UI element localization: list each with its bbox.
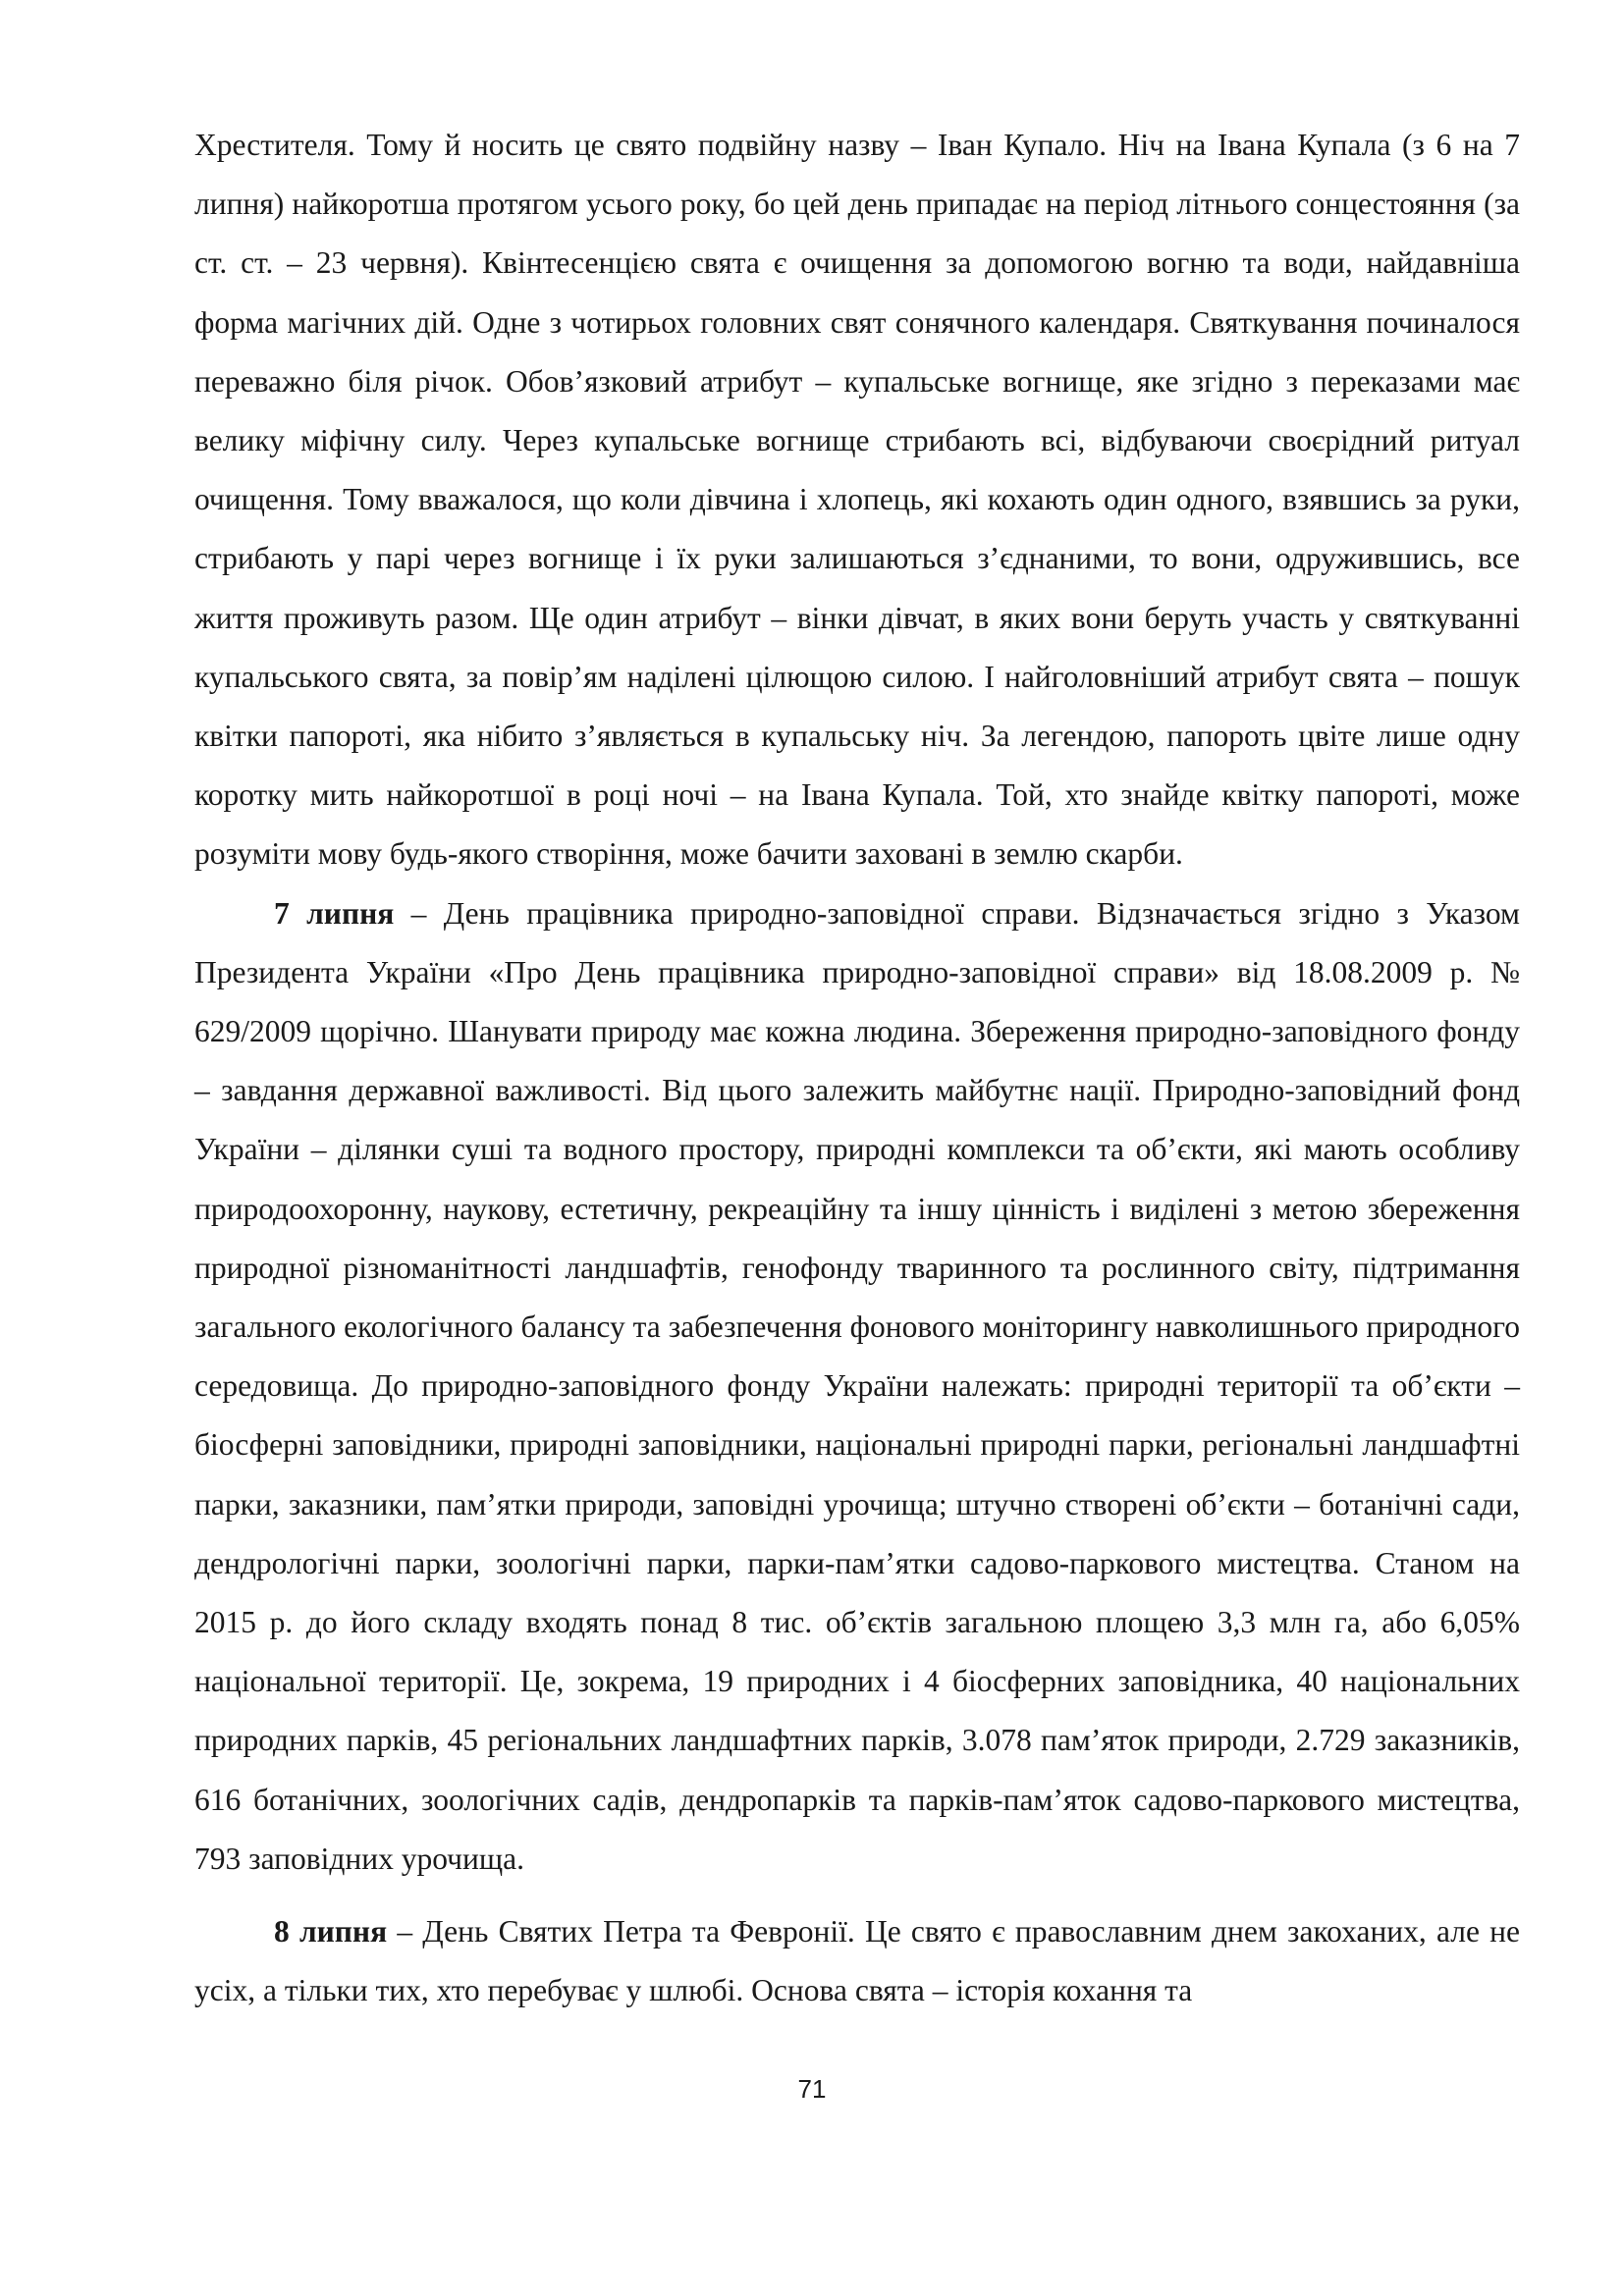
body-text [194, 116, 1520, 2021]
paragraph-ivan-kupalo [194, 116, 1520, 884]
paragraph-text: – День Святих Петра та Февронії. Це свято є православним днем закоханих, але не усіх, а тільки тих, хто перебуває у шлюбі. Основа свята – історія кохання та [194, 1914, 1520, 2008]
paragraph-july-7 [194, 884, 1520, 1889]
paragraph-date-lead: 7 липня [274, 895, 395, 931]
paragraph-july-8 [194, 1902, 1520, 2020]
paragraph-date-lead: 8 липня [274, 1914, 388, 1949]
paragraph-text: – День працівника природно-заповідної справи. Відзначається згідно з Указом Президента України «Про День працівника природно-заповідної справи» від 18.08.2009 р. № 629/2009 щорічно. Шанувати природу має кожна людина. Збереження природно-заповідного фонду – завдання державної важливості. Від цього залежить майбутнє нації. Природно-заповідний фонд України – ділянки суші та водного простору, природні комплекси та об’єкти, які мають особливу природоохоронну, наукову, естетичну, рекреаційну та іншу цінність і виділені з метою збереження природної різноманітності ландшафтів, генофонду тваринного та рослинного світу, підтримання загального екологічного балансу та забезпечення фонового моніторингу навколишнього природного середовища. До природно-заповідного фонду України належать: природні території та об’єкти – біосферні заповідники, природні заповідники, національні природні парки, регіональні ландшафтні парки, заказники, пам’ятки природи, заповідні урочища; штучно створені об’єкти – ботанічні сади, дендрологічні парки, зоологічні парки, парки-пам’ятки садово-паркового мистецтва. Станом на 2015 р. до його складу входять понад 8 тис. об’єктів загальною площею 3,3 млн га, або 6,05% національної території. Це, зокрема, 19 природних і 4 біосферних заповідника, 40 національних природних парків, 45 регіональних ландшафтних парків, 3.078 пам’яток природи, 2.729 заказників, 616 ботанічних, зоологічних садів, дендропарків та парків-пам’яток садово-паркового мистецтва, 793 заповідних урочища. [194, 895, 1520, 1876]
page-number: 71 [797, 2074, 827, 2104]
paragraph-text: Хрестителя. Тому й носить це свято подвійну назву – Іван Купало. Ніч на Івана Купала (з 6 на 7 липня) найкоротша протягом усього року, бо цей день припадає на період літнього сонцестояння (за ст. ст. – 23 червня). Квінтесенцією свята є очищення за допомогою вогню та води, найдавніша форма магічних дій. Одне з чотирьох головних свят сонячного календаря. Святкування починалося переважно біля річок. Обов’язковий атрибут – купальське вогнище, яке згідно з переказами має велику міфічну силу. Через купальське вогнище стрибають всі, відбуваючи своєрідний ритуал очищення. Тому вважалося, що коли дівчина і хлопець, які кохають один одного, взявшись за руки, стрибають у парі через вогнище і їх руки залишаються з’єднаними, то вони, одружившись, все життя проживуть разом. Ще один атрибут – вінки дівчат, в яких вони беруть участь у святкуванні купальського свята, за повір’ям наділені цілющою силою. І найголовніший атрибут свята – пошук квітки папороті, яка нібито з’являється в купальську ніч. За легендою, папороть цвіте лише одну коротку мить найкоротшої в році ночі – на Івана Купала. Той, хто знайде квітку папороті, може розуміти мову будь-якого створіння, може бачити заховані в землю скарби. [194, 128, 1520, 872]
